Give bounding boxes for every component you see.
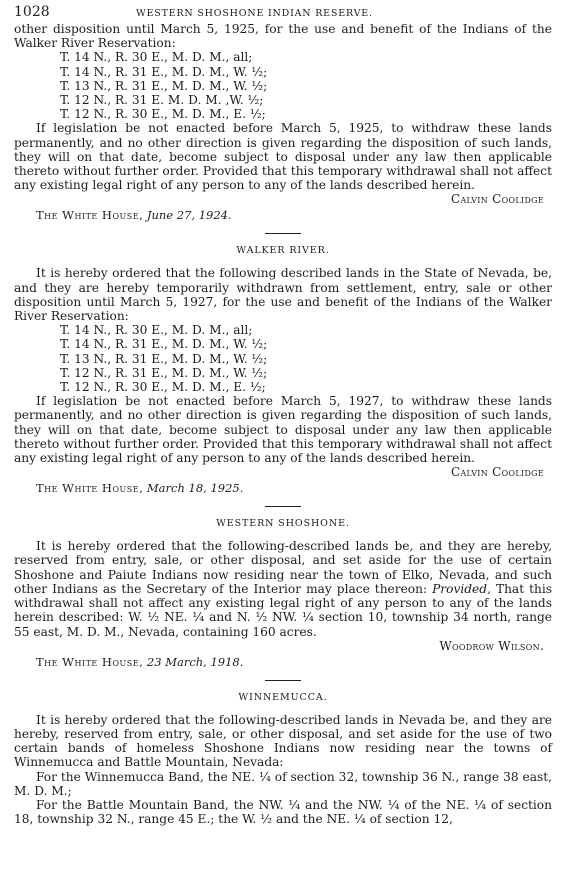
dateline <box>14 480 552 496</box>
township-line: T. 14 N., R. 30 E., M. D. M., all; <box>60 323 253 338</box>
signature: Woodrow Wilson. <box>439 638 544 653</box>
band-paragraph-battle-mountain: For the Battle Mountain Band, the NW. ¼ and the NW. ¼ of the NE. ¼ of section 18, township 32 N., range 45 E.; the W. ½ and the NE. ¼ of section 12, <box>14 797 552 827</box>
dateline-place: The White House, <box>36 481 144 496</box>
dateline-place: The White House, <box>36 654 144 669</box>
dateline-place: The White House, <box>36 208 144 223</box>
dateline-date: March 18, 1925. <box>146 481 244 496</box>
dateline-date: June 27, 1924. <box>146 208 232 223</box>
document-page <box>14 4 552 826</box>
dateline <box>14 207 552 223</box>
township-line: T. 12 N., R. 31 E. M. D. M. ,W. ½; <box>60 93 264 108</box>
order-intro: It is hereby ordered that the following-described lands in Nevada be, and they are hereby, reserved from entry, sale, or other disposal, and set aside for the use of two certain bands of homeless Shoshone Indians now residing near the towns of Winnemucca and Battle Mountain, Nevada: <box>14 712 552 770</box>
signature: Calvin Coolidge <box>451 192 544 207</box>
order-intro-continued: other disposition until March 5, 1925, for the use and benefit of the Indians of the Walker River Reservation: <box>14 22 552 51</box>
section-heading-walker-river: WALKER RIVER. <box>236 245 330 257</box>
township-line: T. 12 N., R. 31 E., M. D. M., W. ½; <box>60 365 268 380</box>
page-header <box>14 4 552 22</box>
order-text-a: It is hereby ordered that the following-described lands be, and they are hereby, reserved from entry, sale, or other disposal, and set aside for the use of certain Shoshone and Paiute Indians now residing near the town of Elko, Nevada, and such other Indians as the Secretary of the Interior may place thereon: <box>14 539 552 596</box>
order-paragraph <box>14 539 552 638</box>
band-paragraph-winnemucca: For the Winnemucca Band, the NE. ¼ of section 32, township 36 N., range 38 east, M. D. M.; <box>14 769 552 798</box>
township-line: T. 14 N., R. 30 E., M. D. M., all; <box>60 50 253 65</box>
running-title: WESTERN SHOSHONE INDIAN RESERVE. <box>136 8 373 19</box>
order-intro: It is hereby ordered that the following described lands in the State of Nevada, be, and they are hereby temporarily withdrawn from settlement, entry, sale or other disposition until March 5, 1927, for the use and benefit of the Indians of the Walker River Reservation: <box>14 266 552 324</box>
order-text-b: That this withdrawal shall not affect any existing legal right of any person to any of the lands herein described: W. ½ NE. ¼ and N. ½ NW. ¼ section 10, township 34 north, range 55 east, M. D. M., Nevada, containing 160 acres. <box>14 581 552 639</box>
township-line: T. 12 N., R. 30 E., M. D. M., E. ½; <box>60 380 266 395</box>
page-number: 1028 <box>14 4 50 20</box>
provided-term: Provided, <box>432 581 491 596</box>
township-line: T. 14 N., R. 31 E., M. D. M., W. ½; <box>60 337 268 352</box>
township-list <box>14 323 552 394</box>
section-heading-western-shoshone: WESTERN SHOSHONE. <box>216 518 350 530</box>
township-list <box>14 50 552 121</box>
section-heading-winnemucca: WINNEMUCCA. <box>238 691 328 703</box>
township-line: T. 14 N., R. 31 E., M. D. M., W. ½; <box>60 64 268 79</box>
dateline-date: 23 March, 1918. <box>146 654 244 669</box>
legislation-paragraph: If legislation be not enacted before March 5, 1927, to withdraw these lands permanently, and no other direction is given regarding the disposition of such lands, they will on that date, become subject to disposal under any law then applicable thereto without further order. Provided that this temporary withdrawal shall not affect any existing legal right of any person to any of the lands described herein. <box>14 394 552 466</box>
township-line: T. 13 N., R. 31 E., M. D. M., W. ½; <box>60 78 268 93</box>
signature: Calvin Coolidge <box>451 465 544 480</box>
township-line: T. 12 N., R. 30 E., M. D. M., E. ½; <box>60 107 266 122</box>
township-line: T. 13 N., R. 31 E., M. D. M., W. ½; <box>60 351 268 366</box>
legislation-paragraph: If legislation be not enacted before March 5, 1925, to withdraw these lands permanently, and no other direction is given regarding the disposition of such lands, they will on that date, become subject to disposal under any law then applicable thereto without further order. Provided that this temporary withdrawal shall not affect any existing legal right of any person to any of the lands described herein. <box>14 121 552 193</box>
dateline <box>14 654 552 670</box>
